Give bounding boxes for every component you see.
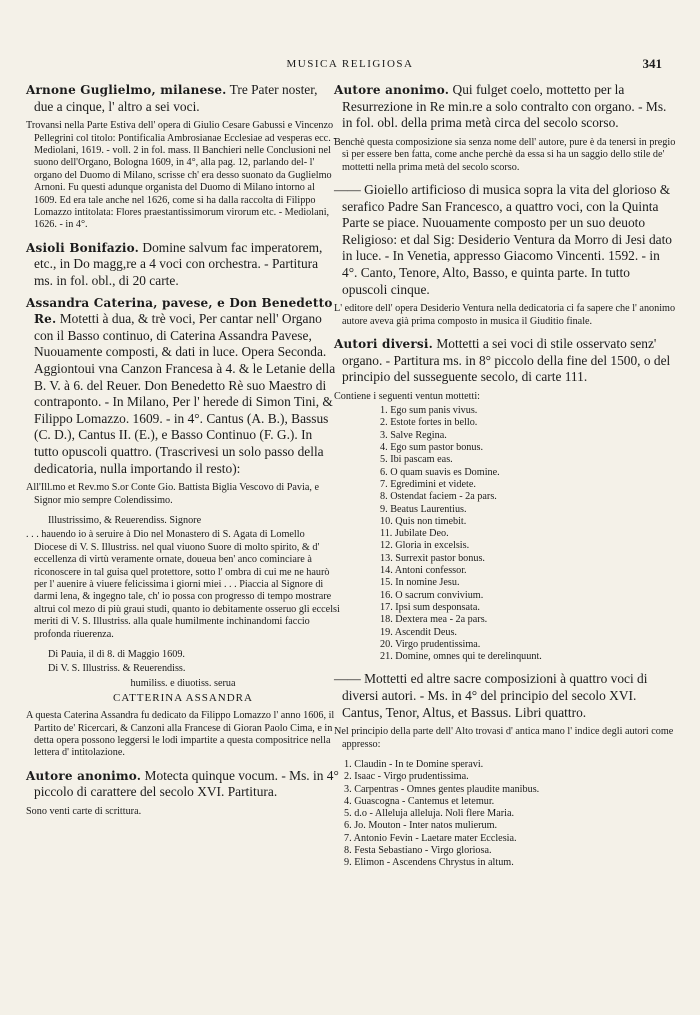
list-item: 11. Jubilate Deo. [380, 528, 449, 540]
list-item: 8. Ostendat faciem - 2a pars. [380, 491, 497, 503]
entry-heading: Asioli Bonifazio. [26, 240, 140, 255]
entry-autori-diversi [334, 336, 678, 386]
motet-list [334, 405, 678, 663]
note-gioiello: L' editore dell' opera Desiderio Ventura nella dedicatoria ci fa sapere che l' anonimo autore aveva già prima composto in musica il Giuditio finale. [334, 303, 676, 327]
list-item: 3. Carpentras - Omnes gentes plaudite manibus. [344, 783, 540, 795]
list-item: 6. Jo. Mouton - Inter natos mulierum. [344, 820, 498, 832]
entry-arnone [26, 82, 340, 115]
right-column [334, 82, 678, 878]
list-item: 8. Festa Sebastiano - Virgo gloriosa. [344, 845, 492, 857]
list-item: 2. Isaac - Virgo prudentissima. [344, 771, 469, 783]
list-item: 9. Beatus Laurentius. [380, 503, 467, 515]
running-title: MUSICA RELIGIOSA [286, 58, 414, 70]
list-item: 1. Claudin - In te Domine speravi. [344, 758, 484, 770]
list-item: 3. Salve Regina. [380, 429, 447, 441]
entry-gioiello: —— Gioiello artificioso di musica sopra la vita del glorioso & serafico Padre San Francesco, a quattro voci, con la Quinta Parte se piace. Nuouamente composto per un suo deuoto Religioso: et dal Sig: Desiderio Ventura da Morro di Jesi dato in luce. - In Venetia, appresso Giacomo Vincenti. 1592. - in 4°. Canto, Tenore, Alto, Basso, e quinta parte. In tutto opuscoli cinque. [334, 182, 673, 297]
list-item: 9. Elimon - Ascendens Chrystus in altum. [344, 857, 514, 869]
author-list [334, 759, 678, 870]
motet-list-intro: Contiene i seguenti ventun mottetti: [334, 390, 480, 402]
note-assandra: A questa Caterina Assandra fu dedicato da Filippo Lomazzo l' anno 1606, il Partito de' Ricercari, & Canzoni alla Francese di Gioran Paolo Cima, e in detta opera possono leggersi le lodi impartite a questa compositrice nella lettera d' intitolazione. [26, 710, 335, 759]
entry-text: Motecta quinque vocum. - Ms. in 4° piccolo di carattere del secolo XVI. Partitura. [34, 767, 339, 800]
list-item: 14. Antoni confessor. [380, 565, 467, 577]
dedication-addressee: All'Ill.mo et Rev.mo S.or Conte Gio. Battista Biglia Vescovo di Pavia, e Signor mio sempre Colendissimo. [26, 482, 319, 506]
left-column [26, 82, 340, 826]
note-anonimo-motecta: Sono venti carte di scrittura. [26, 806, 142, 818]
list-item: 6. O quam suavis es Domine. [380, 466, 500, 478]
entry-heading: Arnone Guglielmo, milanese. [26, 83, 227, 97]
dedication-closing-2: humiliss. e diuotiss. serua [130, 677, 236, 689]
entry-text: Motetti à dua, & trè voci, Per cantar nell' Organo con il Basso continuo, di Caterina Assandra Pavese, Nuouamente composti, & dati in luce. Opera Seconda. Aggiontoui vna Canzon Francesa à 4. & le Letanie della B. V. à 6. del Reuer. Don Benedetto Rè suo Maestro di contraponto. - In Milano, Per l' herede di Simon Tini, & Filippo Lomazzo. 1609. - in 4°. Cantus (A. B.), Bassus (C. D.), Cantus II. (E.), e Basso Continuo (F. G.). In tutto opuscoli quattro. (Trascrivesi un solo passo della dedicatoria, nulla importando il resto): [34, 311, 336, 476]
dedication-signature: CATTERINA ASSANDRA [113, 692, 253, 705]
entry-asioli [26, 240, 340, 290]
note-anonimo-qui-fulget: Benchè questa composizione sia senza nome dell' autore, pure è da tenersi in pregio sì per essere ben fatta, come anche perchè da essa si ha un saggio dello stile de' mottetti nella prima metà del secolo scorso. [334, 136, 676, 173]
list-item: 18. Dextera mea - 2a pars. [380, 614, 488, 626]
list-item: 4. Ego sum pastor bonus. [380, 442, 484, 454]
list-item: 12. Gloria in excelsis. [380, 540, 470, 552]
list-item: 4. Guascogna - Cantemus et letemur. [344, 795, 495, 807]
note-arnone: Trovansi nella Parte Estiva dell' opera di Giulio Cesare Gabussi e Vincenzo Pellegrini col titolo: Pontificalia Ambrosianae Ecclesiae ad vesperas ecc. - Mediolani, 1619. - voll. 2 in fol. mass. Il Banchieri nelle Conclusioni nel suono dell'Organo, Bologna 1609, in 4°, alla pag. 12, parlando del- l' organo del Duomo di Milano, scrisse ch' era desso suonato da Guglielmo Arnoni. Fu questi adunque organista del Duomo di Milano intorno al 1609. Ed era tale anche nel 1626, come si ha dalla raccolta di Filippo Lomazzo intitolata: Flores praestantissimorum virorum etc. - Mediolani, 1626. - in 4°. [26, 120, 337, 231]
dedication-closing: Di V. S. Illustriss. & Reuerendiss. [48, 663, 186, 675]
entry-assandra [26, 295, 340, 478]
list-item: 19. Ascendit Deus. [380, 626, 457, 638]
entry-mottetti-quattro-voci: —— Mottetti ed altre sacre composizioni à quattro voci di diversi autori. - Ms. in 4° del principio del secolo XVI. Cantus, Tenor, Altus, et Bassus. Libri quattro. [334, 671, 648, 720]
entry-text: Qui fulget coelo, mottetto per la Resurrezione in Re min.re a solo contralto con organo. - Ms. in fol. obl. della prima metà circa del secolo scorso. [342, 82, 667, 131]
page-header [0, 58, 700, 78]
entry-anonimo-qui-fulget [334, 82, 678, 132]
entry-heading: Assandra Caterina, pavese, e Don Benedetto Re. [26, 295, 333, 327]
list-item: 16. O sacrum convivium. [380, 589, 484, 601]
list-item: 5. d.o - Alleluja alleluja. Noli flere Maria. [344, 808, 515, 820]
list-item: 21. Domine, omnes qui te derelinquunt. [380, 651, 542, 663]
list-item: 13. Surrexit pastor bonus. [380, 552, 485, 564]
entry-text: Mottetti a sei voci di stile osservato senz' organo. - Partitura ms. in 8° piccolo della fine del 1500, o del principio del susseguente secolo, di carte 111. [342, 335, 671, 385]
dedication-body: . . . hauendo io à seruire à Dio nel Monastero di S. Agata di Lomello Diocese di V. S. Illustriss. nel qual viuono Suore di molto spirito, & d' eccellenza di virtù veramente ornate, doueua ben' anco cominciare à riconoscere in tal guisa quel protettore, sotto l' ombra di cui me ne haurò per l' auenire à viuere felicissima i giorni miei . . . Piaccia al Signore di darmi lena, & ingegno tale, ch' io possa con progresso di tempo mostrare altrui col mezo di più graui studi, quanto io debitamente osseruo gli eccelsi meriti di V. S. Illustriss. alla quale humilmente inchinandomi faccio profonda riuerenza. [26, 529, 340, 640]
list-item: 7. Egredimini et videte. [380, 478, 476, 490]
dedication-date: Di Pauia, il dì 8. di Maggio 1609. [48, 649, 185, 661]
list-item: 17. Ipsi sum desponsata. [380, 601, 480, 613]
list-item: 5. Ibi pascam eas. [380, 454, 453, 466]
list-item: 1. Ego sum panis vivus. [380, 405, 478, 417]
page-number: 341 [642, 56, 662, 71]
entry-text: Tre Pater noster, due a cinque, l' altro a sei voci. [34, 82, 318, 114]
list-item: 20. Virgo prudentissima. [380, 638, 481, 650]
entry-heading: Autori diversi. [334, 336, 434, 351]
dedication-salutation: Illustrissimo, & Reuerendiss. Signore [48, 514, 202, 526]
list-item: 15. In nomine Jesu. [380, 577, 460, 589]
list-item: 10. Quis non timebit. [380, 515, 467, 527]
note-mottetti-quattro-voci: Nel principio della parte dell' Alto trovasi d' antica mano l' indice degli autori come appresso: [334, 726, 674, 750]
list-item: 7. Antonio Fevin - Laetare mater Ecclesia. [344, 832, 517, 844]
entry-text: Domine salvum fac imperatorem, etc., in Do magg,re a 4 voci con orchestra. - Partitura ms. in fol. obl., di 20 carte. [34, 239, 323, 289]
entry-anonimo-motecta [26, 768, 340, 801]
entry-heading: Autore anonimo. [26, 768, 142, 783]
entry-heading: Autore anonimo. [334, 83, 450, 97]
list-item: 2. Estote fortes in bello. [380, 417, 478, 429]
